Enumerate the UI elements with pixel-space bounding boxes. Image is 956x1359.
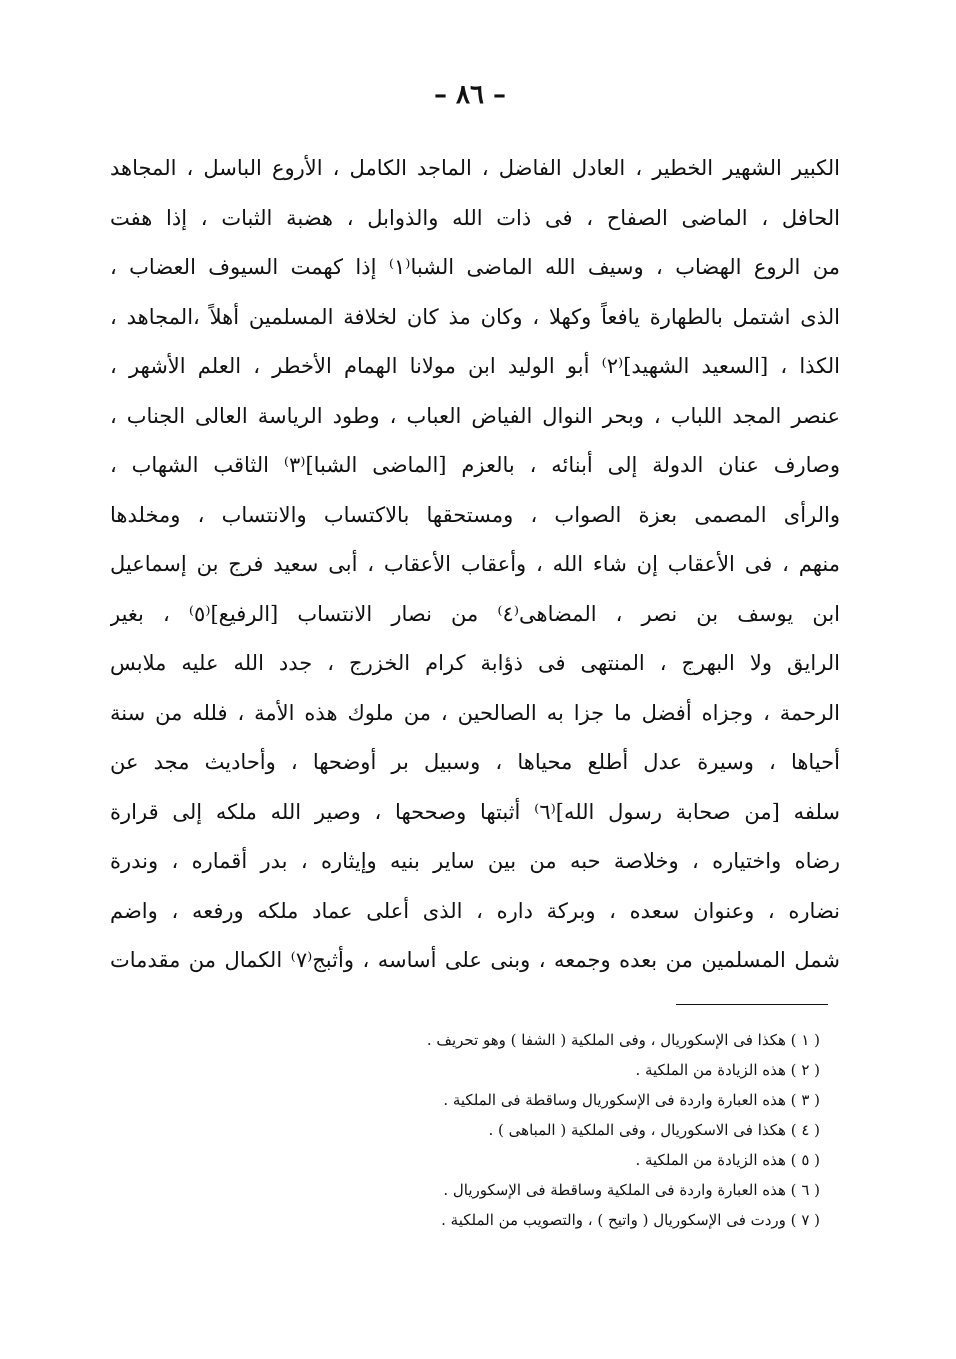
body-line: الكذا ، [السعيد الشهيد]⁽٢⁾ أبو الوليد ابن مولانا الهمام الأخطر ، العلم الأشهر ،: [110, 354, 840, 378]
body-line: الرايق ولا البهرج ، المنتهى فى ذؤابة كرام الخزرج ، جدد الله عليه ملابس: [110, 651, 840, 675]
body-line: أحياها ، وسيرة عدل أطلع محياها ، وسبيل بر أوضحها ، وأحاديث مجد عن: [110, 750, 840, 774]
body-line: رضاه واختياره ، وخلاصة حبه من بين ساير بنيه وإيثاره ، بدر أقماره ، وندرة: [110, 849, 840, 873]
body-line: نضاره ، وعنوان سعده ، وبركة داره ، الذى أعلى عماد ملكه ورفعه ، واضم: [110, 898, 840, 923]
footnote: ( ٦ ) هذه العبارة واردة فى الملكية وساقطة فى الإسكوريال .: [443, 1181, 820, 1199]
body-line: شمل المسلمين من بعده وجمعه ، وبنى على أساسه ، وأثبج⁽٧⁾ الكمال من مقدمات: [110, 948, 840, 972]
footnote: ( ١ ) هكذا فى الإسكوريال ، وفى الملكية ( الشفا ) وهو تحريف .: [426, 1031, 820, 1049]
footnote: ( ٢ ) هذه الزيادة من الملكية .: [635, 1061, 820, 1079]
body-line: من الروع الهضاب ، وسيف الله الماضى الشبا⁽١⁾ إذا كهمت السيوف العضاب ،: [110, 255, 840, 279]
body-line: ابن يوسف بن نصر ، المضاهى⁽٤⁾ من نصار الانتساب [الرفيع]⁽٥⁾ ، بغير: [110, 601, 840, 626]
body-line: الكبير الشهير الخطير ، العادل الفاضل ، الماجد الكامل ، الأروع الباسل ، المجاهد: [110, 156, 840, 180]
footnote-separator: [676, 1004, 828, 1005]
body-line: سلفه [من صحابة رسول الله]⁽٦⁾ أثبتها وصححها ، وصير الله ملكه إلى قرارة: [110, 799, 840, 824]
body-text: [110, 144, 840, 986]
body-line: منهم ، فى الأعقاب إن شاء الله ، وأعقاب الأعقاب ، أبى سعيد فرج بن إسماعيل: [110, 552, 840, 576]
footnote: ( ٤ ) هكذا فى الاسكوريال ، وفى الملكية ( المباهى ) .: [488, 1121, 820, 1139]
footnote: ( ٧ ) وردت فى الإسكوريال ( واتيح ) ، والتصويب من الملكية .: [441, 1211, 820, 1229]
body-line: الحافل ، الماضى الصفاح ، فى ذات الله والذوابل ، هضبة الثبات ، إذا هفت: [110, 205, 840, 230]
footnote: ( ٣ ) هذه العبارة واردة فى الإسكوريال وساقطة فى الملكية .: [443, 1091, 820, 1109]
body-line: وصارف عنان الدولة إلى أبنائه ، بالعزم [الماضى الشبا]⁽٣⁾ الثاقب الشهاب ،: [110, 453, 840, 477]
body-line: الرحمة ، وجزاه أفضل ما جزا به الصالحين ، من ملوك هذه الأمة ، فلله من سنة: [110, 700, 840, 725]
footnote: ( ٥ ) هذه الزيادة من الملكية .: [635, 1151, 820, 1169]
body-line: عنصر المجد اللباب ، وبحر النوال الفياض العباب ، وطود الرياسة العالى الجناب ،: [110, 403, 840, 428]
page-number: – ٨٦ –: [433, 80, 507, 110]
body-line: الذى اشتمل بالطهارة يافعاً وكهلا ، وكان مذ كان لخلافة المسلمين أهلاً ،المجاهد ،: [110, 304, 840, 329]
footnotes-list: [300, 1025, 820, 1235]
body-line: والرأى المصمى بعزة الصواب ، ومستحقها بالاكتساب والانتساب ، ومخلدها: [110, 502, 840, 527]
